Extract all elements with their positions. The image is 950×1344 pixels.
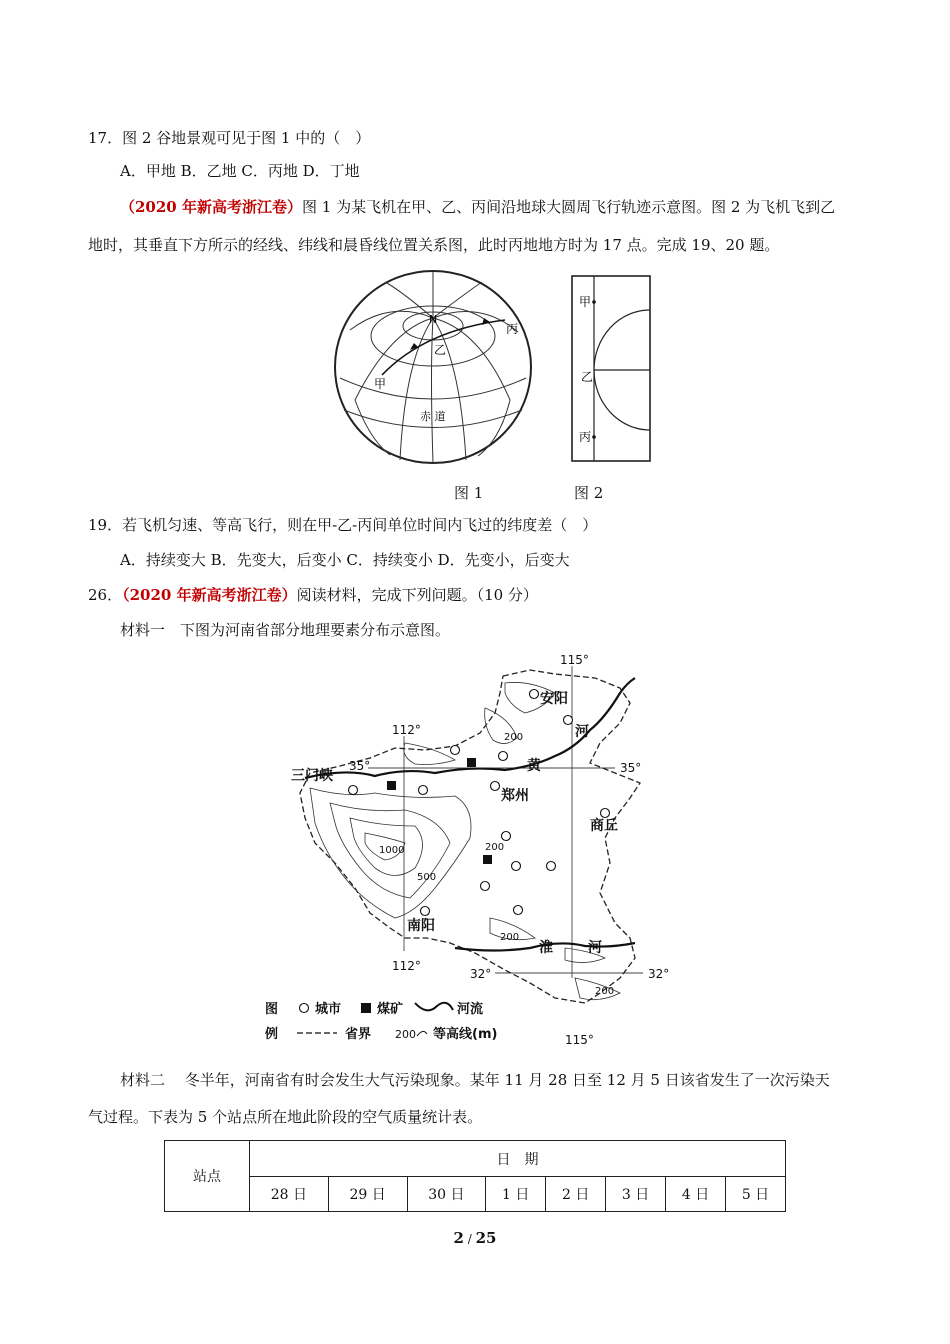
henan-map: [255, 648, 695, 1048]
intro-text1: 图 1 为某飞机在甲、乙、丙间沿地球大圆周飞行轨迹示意图。图 2 为飞机飞到乙: [301, 198, 836, 216]
fig2-label: 图 2: [574, 484, 604, 502]
figure-2-diagram: [568, 272, 658, 467]
map-lat32-right: 32°: [648, 967, 670, 981]
map-c200a: 200: [485, 842, 505, 853]
intro-text2: 地时，其垂直下方所示的经线、纬线和晨昏线位置关系图，此时丙地地方时为 17 点。完成 19、20 题。: [88, 236, 780, 254]
legend-river: 河流: [457, 1002, 484, 1017]
table-day: 1 日: [486, 1177, 546, 1212]
table-day: 5 日: [726, 1177, 786, 1212]
map-lat32-left: 32°: [470, 967, 492, 981]
legend-contour-value: 200: [395, 1028, 416, 1041]
map-c200c: 200: [500, 932, 520, 943]
q26-line: [88, 585, 538, 605]
map-lon115-bottom: 115°: [565, 1033, 594, 1047]
table-station-header: 站点: [165, 1141, 250, 1212]
legend-contour: 等高线(m): [433, 1027, 498, 1042]
map-c200b: 200: [504, 732, 524, 743]
fig1-yi: 乙: [434, 343, 447, 357]
fig1-north: N: [429, 313, 438, 326]
map-c500: 500: [417, 872, 437, 883]
fig1-bing: 丙: [506, 322, 519, 336]
map-huang: 黄: [527, 758, 541, 774]
table-day: 28 日: [250, 1177, 329, 1212]
q26-num: 26．: [88, 586, 123, 604]
table-day: 30 日: [407, 1177, 486, 1212]
q17-stem: 17．图 2 谷地景观可见于图 1 中的（ ）: [88, 129, 371, 147]
map-sanmenxia: 三门峡: [291, 768, 333, 784]
intro-source: （2020 年新高考浙江卷）: [120, 198, 302, 216]
map-nanyang: 南阳: [407, 918, 435, 934]
legend-city: 城市: [315, 1002, 342, 1017]
legend-tu: 图: [265, 1002, 279, 1017]
map-c200d: 200: [595, 986, 615, 997]
q19-options: A．持续变大 B．先变大，后变小 C．持续变小 D．先变小，后变大: [120, 551, 570, 569]
table-date-header: 日 期: [250, 1141, 786, 1177]
fig1-label: 图 1: [454, 484, 484, 502]
material2-line2: 气过程。下表为 5 个站点所在地此阶段的空气质量统计表。: [88, 1108, 483, 1126]
fig2-jia: 甲: [579, 295, 592, 309]
table-day: 2 日: [546, 1177, 606, 1212]
material1-text: 材料一 下图为河南省部分地理要素分布示意图。: [120, 621, 451, 639]
map-lat35-left: 35°: [349, 759, 371, 773]
map-anyang: 安阳: [540, 691, 568, 707]
q26-text: 阅读材料，完成下列问题。（10 分）: [296, 586, 538, 604]
fig1-equator: 赤 道: [420, 410, 446, 423]
map-lon112-top: 112°: [392, 723, 421, 737]
map-c1000: 1000: [379, 845, 405, 856]
map-he-north: 河: [575, 724, 589, 740]
material2-line1: 材料二 冬半年，河南省有时会发生大气污染现象。某年 11 月 28 日至 12 月 5 日该省发生了一次污染天: [120, 1071, 830, 1089]
map-lon115-top: 115°: [560, 653, 589, 667]
table-day: 4 日: [666, 1177, 726, 1212]
legend-coal: 煤矿: [377, 1002, 404, 1017]
air-quality-table: [164, 1140, 786, 1212]
q19-stem: 19．若飞机匀速、等高飞行，则在甲-乙-丙间单位时间内飞过的纬度差（ ）: [88, 516, 598, 534]
fig2-yi: 乙: [581, 370, 594, 384]
map-huai: 淮: [539, 940, 553, 956]
fig2-bing: 丙: [579, 430, 592, 444]
page-number: 2 / 25: [453, 1229, 497, 1247]
map-shangqiu: 商丘: [590, 818, 618, 834]
legend-border: 省界: [345, 1027, 372, 1042]
q17-options: A．甲地 B．乙地 C．丙地 D．丁地: [120, 162, 360, 180]
q26-source: （2020 年新高考浙江卷）: [122, 586, 297, 604]
map-legend: [265, 1001, 497, 1042]
legend-li: 例: [265, 1027, 279, 1042]
table-day: 29 日: [328, 1177, 407, 1212]
fig1-jia: 甲: [374, 377, 387, 391]
intro-line1: [120, 197, 835, 217]
figure-1-globe: [330, 270, 540, 470]
map-he-south: 河: [588, 940, 602, 956]
map-lon112-bottom: 112°: [392, 959, 421, 973]
map-zhengzhou: 郑州: [501, 788, 529, 804]
table-day: 3 日: [606, 1177, 666, 1212]
map-lat35-right: 35°: [620, 761, 642, 775]
